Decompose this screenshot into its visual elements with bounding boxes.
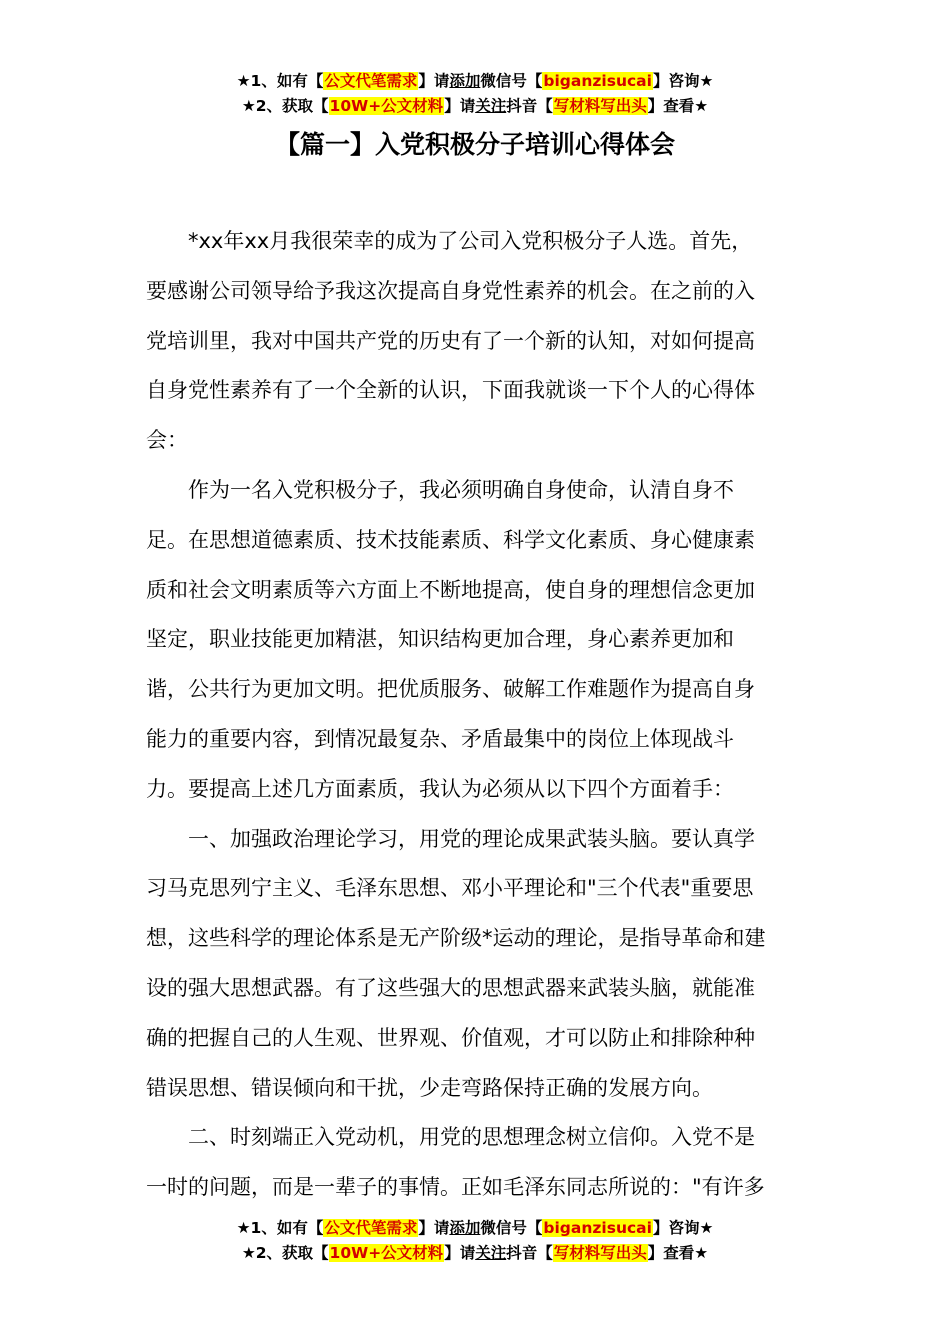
text-line: 力。要提高上述几方面素质，我认为必须从以下四个方面着手：	[146, 776, 734, 801]
text-line: *xx年xx月我很荣幸的成为了公司入党积极分子人选。首先，	[188, 229, 753, 253]
text-line: 二、时刻端正入党动机，用党的思想理念树立信仰。入党不是	[188, 1125, 755, 1150]
notice-text: ★1、如有【	[236, 1219, 324, 1237]
text-line: 一时的问题，而是一辈子的事情。正如毛泽东同志所说的："有许多	[146, 1175, 765, 1200]
notice-text: 微信号【	[480, 1219, 543, 1237]
notice-underline: 关注	[475, 1244, 507, 1262]
notice-highlight: 写材料写出头	[553, 97, 647, 115]
document-title: 【篇一】入党积极分子培训心得体会	[274, 130, 675, 159]
notice-highlight: 10W+公文材料	[329, 97, 444, 115]
text-line: 作为一名入党积极分子，我必须明确自身使命，认清自身不	[188, 477, 734, 502]
notice-text: 】请	[418, 72, 450, 90]
notice-underline: 添加	[449, 1219, 481, 1237]
notice-text: ★2、获取【	[241, 97, 329, 115]
text-line: 要感谢公司领导给予我这次提高自身党性素养的机会。在之前的入	[146, 278, 755, 303]
notice-highlight: 写材料写出头	[553, 1244, 647, 1262]
notice-highlight: 公文代笔需求	[324, 1219, 418, 1237]
notice-text: 】咨询★	[652, 1219, 714, 1237]
header-notice	[0, 69, 950, 119]
text-line: 一、加强政治理论学习，用党的理论成果武装头脑。要认真学	[188, 826, 755, 851]
notice-line-2	[0, 94, 950, 119]
notice-highlight: 10W+公文材料	[329, 1244, 444, 1262]
notice-underline: 添加	[449, 72, 481, 90]
notice-line-1	[0, 1216, 950, 1241]
text-line: 谐，公共行为更加文明。把优质服务、破解工作难题作为提高自身	[146, 677, 755, 702]
text-line: 自身党性素养有了一个全新的认识，下面我就谈一下个人的心得体	[146, 378, 755, 403]
notice-text: 】请	[418, 1219, 450, 1237]
notice-text: 抖音【	[506, 97, 553, 115]
text-line: 足。在思想道德素质、技术技能素质、科学文化素质、身心健康素	[146, 527, 755, 552]
text-line: 设的强大思想武器。有了这些强大的思想武器来武装头脑，就能准	[146, 975, 755, 1000]
notice-text: 】请	[444, 97, 476, 115]
notice-text: 微信号【	[480, 72, 543, 90]
text-line: 坚定，职业技能更加精湛，知识结构更加合理，身心素养更加和	[146, 627, 734, 652]
notice-highlight: 公文代笔需求	[324, 72, 418, 90]
notice-text: ★1、如有【	[236, 72, 324, 90]
notice-text: 】查看★	[647, 1244, 709, 1262]
notice-text: 】请	[444, 1244, 476, 1262]
text-line: 错误思想、错误倾向和干扰，少走弯路保持正确的发展方向。	[146, 1075, 713, 1100]
text-line: 想，这些科学的理论体系是无产阶级*运动的理论，是指导革命和建	[146, 926, 766, 951]
notice-highlight: biganzisucai	[543, 72, 652, 90]
notice-highlight: biganzisucai	[543, 1219, 652, 1237]
notice-text: 】查看★	[647, 97, 709, 115]
notice-line-2	[0, 1241, 950, 1266]
text-line: 习马克思列宁主义、毛泽东思想、邓小平理论和"三个代表"重要思	[146, 876, 754, 901]
notice-line-1	[0, 69, 950, 94]
text-line: 能力的重要内容，到情况最复杂、矛盾最集中的岗位上体现战斗	[146, 726, 734, 751]
text-line: 会：	[146, 428, 188, 453]
document-body	[146, 217, 806, 1213]
text-line: 确的把握自己的人生观、世界观、价值观，才可以防止和排除种种	[146, 1025, 755, 1050]
notice-underline: 关注	[475, 97, 507, 115]
text-line: 党培训里，我对中国共产党的历史有了一个新的认知，对如何提高	[146, 328, 755, 353]
notice-text: 抖音【	[506, 1244, 553, 1262]
footer-notice	[0, 1216, 950, 1266]
text-line: 质和社会文明素质等六方面上不断地提高，使自身的理想信念更加	[146, 577, 755, 602]
notice-text: ★2、获取【	[241, 1244, 329, 1262]
notice-text: 】咨询★	[652, 72, 714, 90]
